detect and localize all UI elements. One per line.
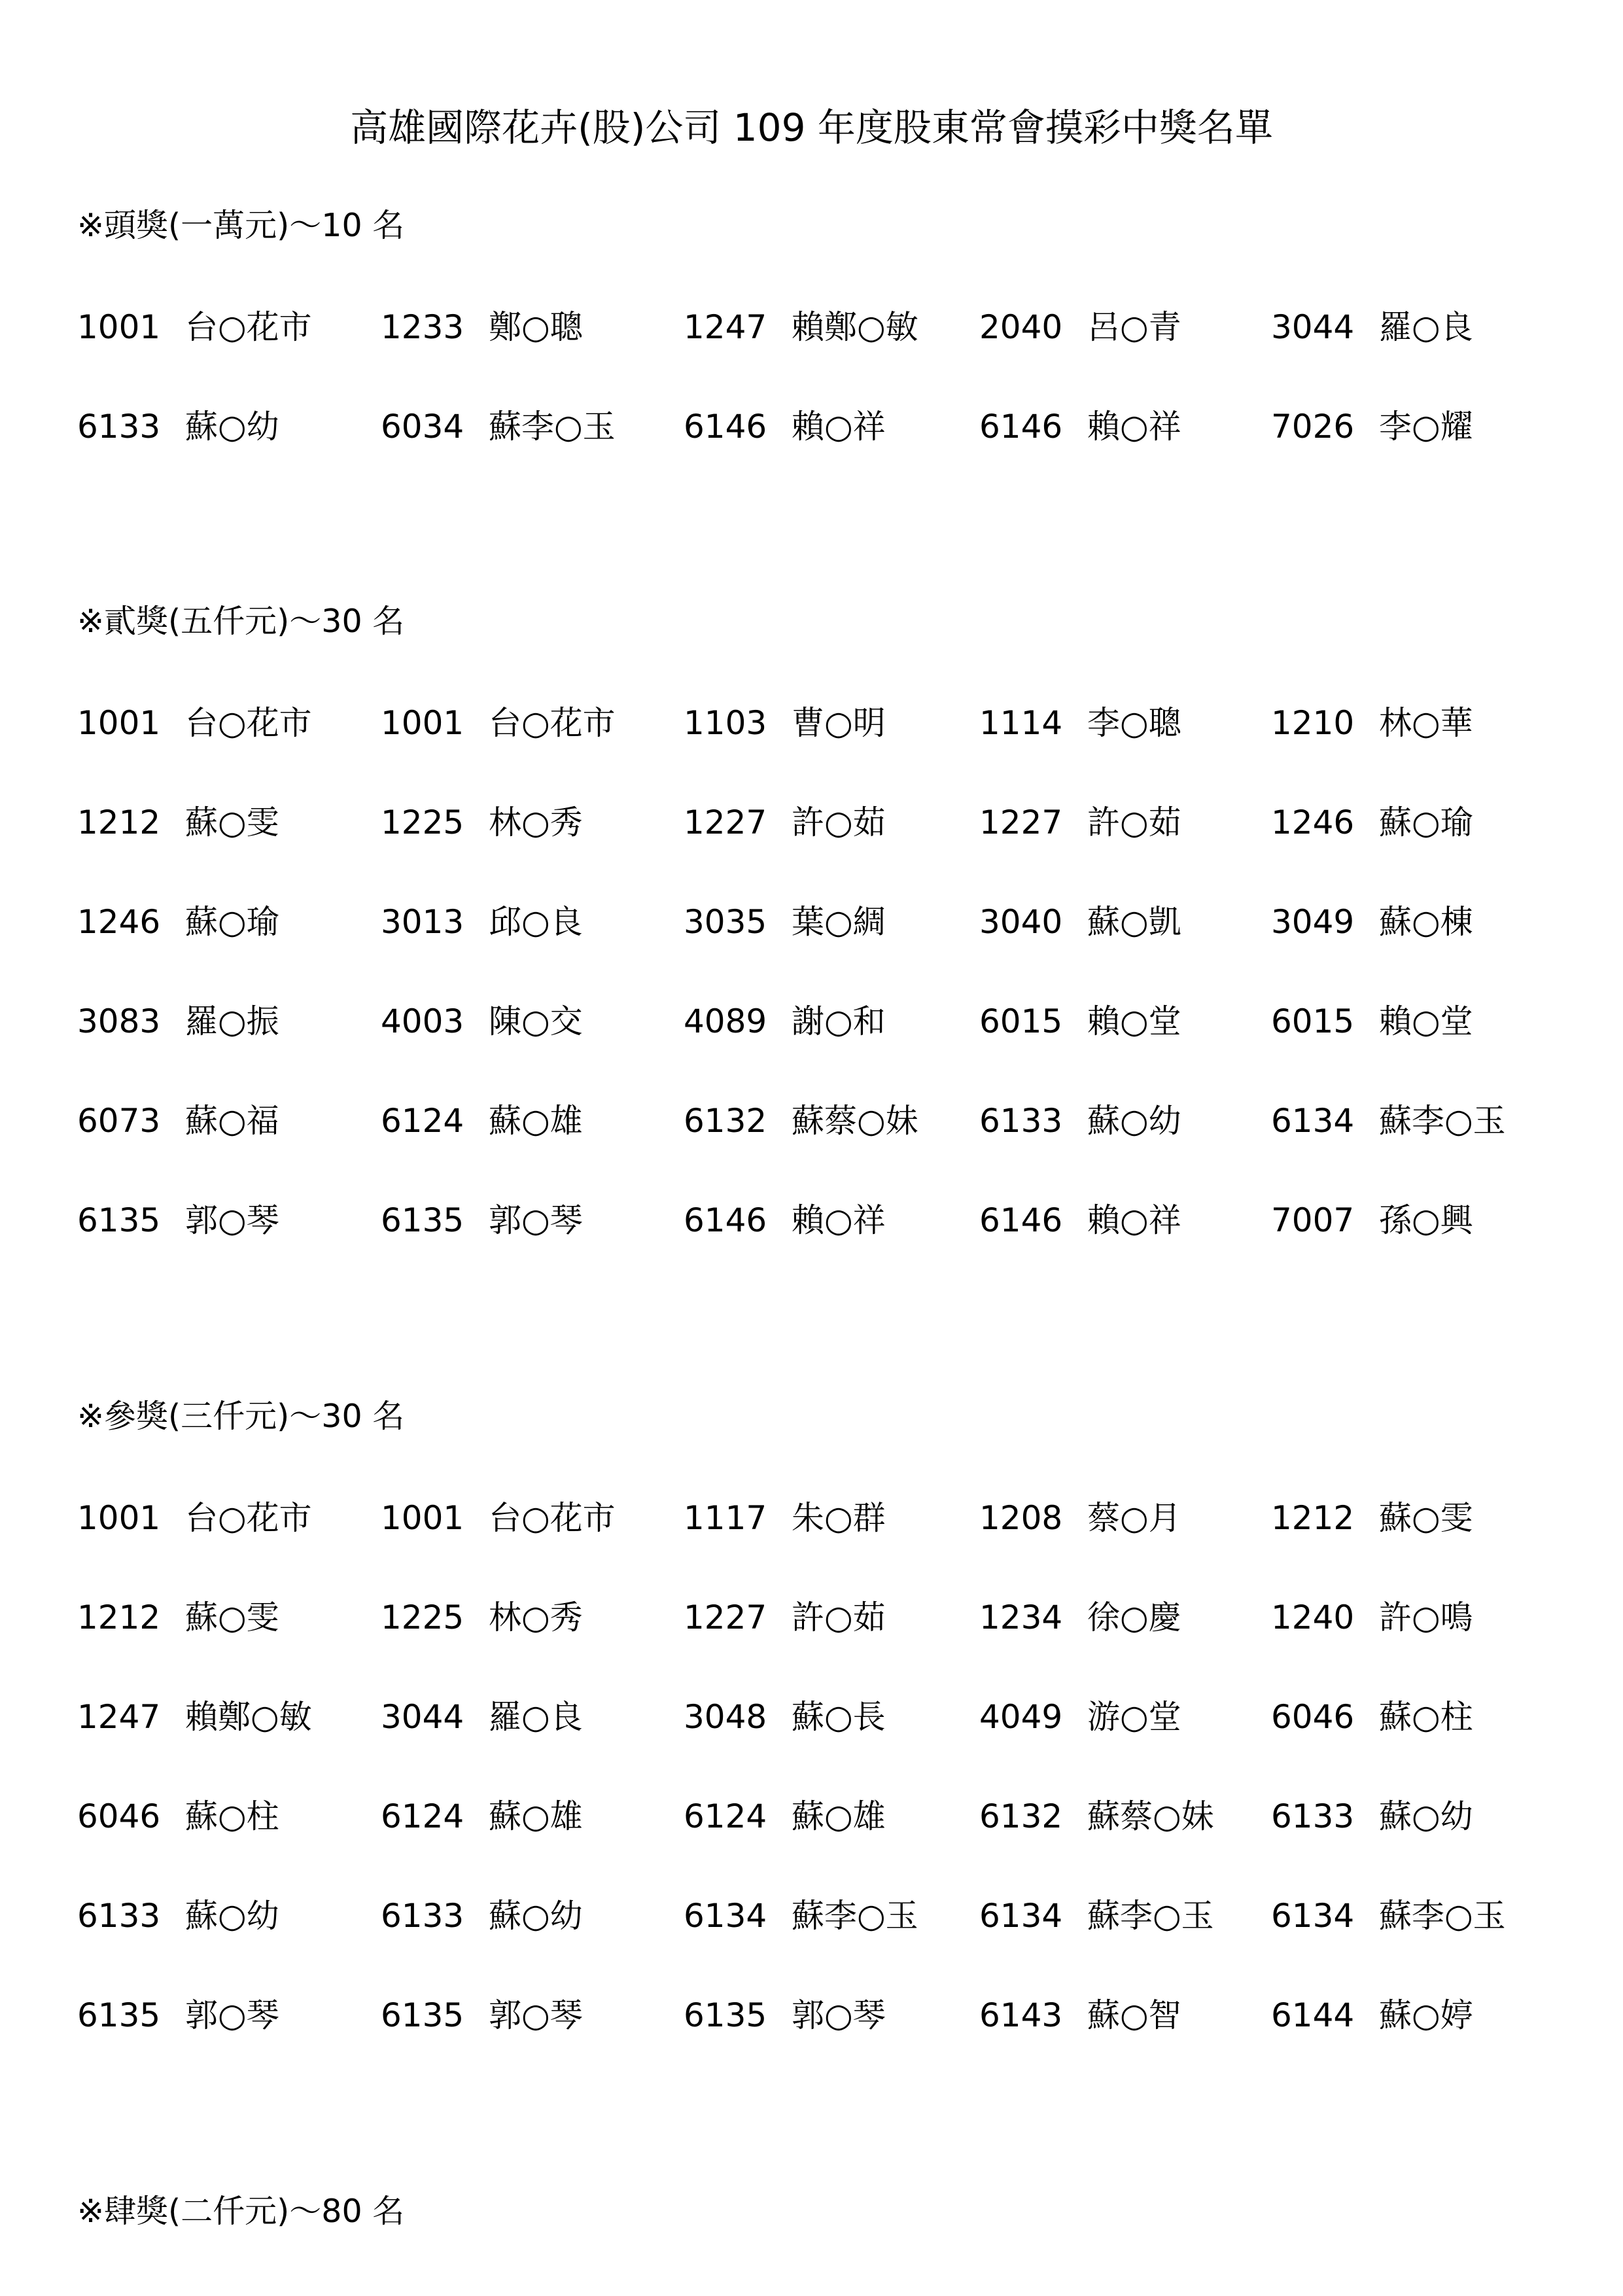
winner-row xyxy=(0,1687,1623,1746)
winner-name: 賴○祥 xyxy=(792,408,886,446)
shareholder-number: 4003 xyxy=(381,1002,464,1040)
shareholder-number: 6073 xyxy=(77,1102,161,1140)
shareholder-number: 1234 xyxy=(979,1598,1063,1636)
winner-name: 林○華 xyxy=(1379,704,1473,742)
shareholder-number: 6124 xyxy=(381,1797,464,1835)
winner-row xyxy=(0,298,1623,357)
winner-name: 蘇○智 xyxy=(1087,1996,1181,2034)
winner-name: 許○茹 xyxy=(792,804,886,841)
winner-name: 台○花市 xyxy=(185,704,312,742)
shareholder-number: 3083 xyxy=(77,1002,161,1040)
shareholder-number: 6133 xyxy=(77,1897,161,1935)
shareholder-number: 1001 xyxy=(77,704,161,742)
winner-name: 游○堂 xyxy=(1087,1698,1181,1736)
shareholder-number: 2040 xyxy=(979,308,1063,346)
winner-name: 陳○交 xyxy=(489,1002,583,1040)
winner-name: 蔡○月 xyxy=(1087,1499,1181,1537)
shareholder-number: 6134 xyxy=(684,1897,767,1935)
winner-name: 郭○琴 xyxy=(489,1201,583,1239)
winner-name: 謝○和 xyxy=(792,1002,886,1040)
shareholder-number: 6132 xyxy=(979,1797,1063,1835)
shareholder-number: 6135 xyxy=(77,1996,161,2034)
shareholder-number: 1247 xyxy=(684,308,767,346)
winner-name: 蘇李○玉 xyxy=(489,408,616,446)
page-title: 高雄國際花卉(股)公司 109 年度股東常會摸彩中獎名單 xyxy=(350,105,1273,150)
winner-name: 郭○琴 xyxy=(489,1996,583,2034)
winner-name: 台○花市 xyxy=(489,704,616,742)
winner-name: 蘇李○玉 xyxy=(1379,1897,1506,1935)
winner-name: 蘇○雄 xyxy=(489,1797,583,1835)
winner-name: 蘇李○玉 xyxy=(1379,1102,1506,1140)
winner-name: 蘇○柱 xyxy=(185,1797,279,1835)
shareholder-number: 6146 xyxy=(979,1201,1063,1239)
shareholder-number: 6133 xyxy=(381,1897,464,1935)
winner-name: 羅○良 xyxy=(489,1698,583,1736)
winner-name: 賴○祥 xyxy=(1087,1201,1181,1239)
winner-name: 蘇○幼 xyxy=(1379,1797,1473,1835)
shareholder-number: 3048 xyxy=(684,1698,767,1736)
shareholder-number: 1103 xyxy=(684,704,767,742)
shareholder-number: 6135 xyxy=(77,1201,161,1239)
shareholder-number: 6046 xyxy=(1271,1698,1355,1736)
winner-name: 朱○群 xyxy=(792,1499,886,1537)
winner-name: 蘇李○玉 xyxy=(792,1897,918,1935)
winner-name: 蘇蔡○妹 xyxy=(792,1102,918,1140)
winner-name: 蘇○凱 xyxy=(1087,903,1181,941)
section-heading: ※參獎(三仟元)～30 名 xyxy=(77,1398,405,1435)
winner-name: 蘇○雯 xyxy=(185,1598,279,1636)
winner-name: 蘇○幼 xyxy=(185,408,279,446)
winner-name: 蘇○幼 xyxy=(185,1897,279,1935)
winner-name: 許○茹 xyxy=(792,1598,886,1636)
winner-row xyxy=(0,1489,1623,1547)
shareholder-number: 1001 xyxy=(381,1499,464,1537)
winner-name: 賴○堂 xyxy=(1379,1002,1473,1040)
winner-row xyxy=(0,1787,1623,1846)
shareholder-number: 1233 xyxy=(381,308,464,346)
winner-name: 郭○琴 xyxy=(792,1996,886,2034)
winner-name: 李○聰 xyxy=(1087,704,1181,742)
winner-name: 邱○良 xyxy=(489,903,583,941)
winner-name: 蘇○瑜 xyxy=(1379,804,1473,841)
winner-name: 賴○祥 xyxy=(792,1201,886,1239)
shareholder-number: 6135 xyxy=(381,1996,464,2034)
winner-name: 蘇○福 xyxy=(185,1102,279,1140)
shareholder-number: 1001 xyxy=(77,1499,161,1537)
shareholder-number: 1001 xyxy=(77,308,161,346)
winner-name: 台○花市 xyxy=(185,308,312,346)
shareholder-number: 6135 xyxy=(381,1201,464,1239)
winner-name: 台○花市 xyxy=(185,1499,312,1537)
winner-name: 曹○明 xyxy=(792,704,886,742)
winner-name: 賴○祥 xyxy=(1087,408,1181,446)
shareholder-number: 3044 xyxy=(1271,308,1355,346)
winner-name: 蘇○雄 xyxy=(489,1102,583,1140)
shareholder-number: 6146 xyxy=(684,1201,767,1239)
shareholder-number: 1114 xyxy=(979,704,1063,742)
shareholder-number: 6034 xyxy=(381,408,464,446)
winner-name: 葉○綢 xyxy=(792,903,886,941)
winner-name: 蘇○幼 xyxy=(489,1897,583,1935)
shareholder-number: 1210 xyxy=(1271,704,1355,742)
winner-name: 賴鄭○敏 xyxy=(792,308,918,346)
winner-name: 許○鳴 xyxy=(1379,1598,1473,1636)
winner-name: 鄭○聰 xyxy=(489,308,583,346)
shareholder-number: 6134 xyxy=(1271,1102,1355,1140)
shareholder-number: 1117 xyxy=(684,1499,767,1537)
winner-name: 蘇蔡○妹 xyxy=(1087,1797,1214,1835)
winner-name: 呂○青 xyxy=(1087,308,1181,346)
winner-row xyxy=(0,1588,1623,1647)
shareholder-number: 6015 xyxy=(1271,1002,1355,1040)
winner-name: 徐○慶 xyxy=(1087,1598,1181,1636)
winner-row xyxy=(0,1191,1623,1250)
winner-row xyxy=(0,793,1623,852)
winner-name: 蘇○瑜 xyxy=(185,903,279,941)
shareholder-number: 1208 xyxy=(979,1499,1063,1537)
shareholder-number: 7007 xyxy=(1271,1201,1355,1239)
winner-name: 林○秀 xyxy=(489,804,583,841)
shareholder-number: 6135 xyxy=(684,1996,767,2034)
shareholder-number: 1246 xyxy=(1271,804,1355,841)
winner-name: 蘇○柱 xyxy=(1379,1698,1473,1736)
winner-row xyxy=(0,1986,1623,2045)
winner-name: 李○耀 xyxy=(1379,408,1473,446)
winner-name: 蘇○長 xyxy=(792,1698,886,1736)
shareholder-number: 1225 xyxy=(381,1598,464,1636)
shareholder-number: 3040 xyxy=(979,903,1063,941)
winner-name: 許○茹 xyxy=(1087,804,1181,841)
shareholder-number: 6134 xyxy=(979,1897,1063,1935)
shareholder-number: 6132 xyxy=(684,1102,767,1140)
shareholder-number: 1212 xyxy=(77,1598,161,1636)
winner-name: 蘇李○玉 xyxy=(1087,1897,1214,1935)
winner-name: 蘇○幼 xyxy=(1087,1102,1181,1140)
shareholder-number: 4049 xyxy=(979,1698,1063,1736)
winner-row xyxy=(0,992,1623,1051)
shareholder-number: 1001 xyxy=(381,704,464,742)
winner-name: 蘇○雯 xyxy=(185,804,279,841)
winner-name: 蘇○雄 xyxy=(792,1797,886,1835)
shareholder-number: 1246 xyxy=(77,903,161,941)
shareholder-number: 1212 xyxy=(1271,1499,1355,1537)
shareholder-number: 6133 xyxy=(979,1102,1063,1140)
winner-name: 郭○琴 xyxy=(185,1201,279,1239)
winner-name: 蘇○雯 xyxy=(1379,1499,1473,1537)
section-heading: ※肆獎(二仟元)～80 名 xyxy=(77,2193,405,2230)
winner-name: 林○秀 xyxy=(489,1598,583,1636)
shareholder-number: 1227 xyxy=(684,804,767,841)
shareholder-number: 1227 xyxy=(979,804,1063,841)
winner-name: 孫○興 xyxy=(1379,1201,1473,1239)
shareholder-number: 6133 xyxy=(1271,1797,1355,1835)
shareholder-number: 6046 xyxy=(77,1797,161,1835)
shareholder-number: 3049 xyxy=(1271,903,1355,941)
shareholder-number: 6015 xyxy=(979,1002,1063,1040)
winner-row xyxy=(0,397,1623,456)
winner-row xyxy=(0,892,1623,951)
shareholder-number: 6134 xyxy=(1271,1897,1355,1935)
shareholder-number: 4089 xyxy=(684,1002,767,1040)
section-heading: ※頭獎(一萬元)～10 名 xyxy=(77,207,405,244)
shareholder-number: 1212 xyxy=(77,804,161,841)
winner-name: 羅○良 xyxy=(1379,308,1473,346)
shareholder-number: 6124 xyxy=(381,1102,464,1140)
shareholder-number: 6146 xyxy=(979,408,1063,446)
winner-name: 郭○琴 xyxy=(185,1996,279,2034)
shareholder-number: 1240 xyxy=(1271,1598,1355,1636)
shareholder-number: 3013 xyxy=(381,903,464,941)
shareholder-number: 7026 xyxy=(1271,408,1355,446)
winner-name: 賴○堂 xyxy=(1087,1002,1181,1040)
winner-name: 台○花市 xyxy=(489,1499,616,1537)
winner-row xyxy=(0,1886,1623,1945)
winner-name: 賴鄭○敏 xyxy=(185,1698,312,1736)
winner-row xyxy=(0,694,1623,752)
shareholder-number: 3044 xyxy=(381,1698,464,1736)
shareholder-number: 6143 xyxy=(979,1996,1063,2034)
shareholder-number: 6146 xyxy=(684,408,767,446)
shareholder-number: 6124 xyxy=(684,1797,767,1835)
winner-name: 蘇○婷 xyxy=(1379,1996,1473,2034)
winner-name: 蘇○棟 xyxy=(1379,903,1473,941)
shareholder-number: 6144 xyxy=(1271,1996,1355,2034)
shareholder-number: 6133 xyxy=(77,408,161,446)
shareholder-number: 1227 xyxy=(684,1598,767,1636)
winner-name: 羅○振 xyxy=(185,1002,279,1040)
shareholder-number: 3035 xyxy=(684,903,767,941)
section-heading: ※貳獎(五仟元)～30 名 xyxy=(77,603,405,640)
winner-row xyxy=(0,1091,1623,1150)
shareholder-number: 1225 xyxy=(381,804,464,841)
shareholder-number: 1247 xyxy=(77,1698,161,1736)
